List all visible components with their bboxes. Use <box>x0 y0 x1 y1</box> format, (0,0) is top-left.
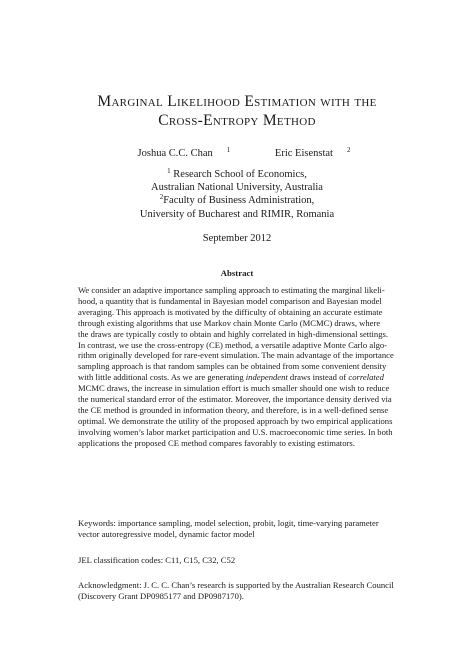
abstract-line: sampling approach is that random samples can be obtained from some convenient density <box>78 361 387 372</box>
abstract-line: applications the proposed CE method compares favorably to existing estimators. <box>78 437 355 448</box>
affiliation-1-mark: 1 <box>167 167 171 175</box>
keywords-line-1: Keywords: importance sampling, model selection, probit, logit, time-varying parameter <box>78 518 379 528</box>
abstract-line: the draws are typically costly to obtain and highly correlated in high-dimensional settings. <box>78 328 389 339</box>
keywords <box>78 518 396 540</box>
abstract-heading: Abstract <box>220 268 254 278</box>
affiliation-2-mark: 2 <box>159 193 164 202</box>
affiliation-1-line-2: Australian National University, Australia <box>151 182 323 194</box>
author-2-name: Eric Eisenstat <box>274 148 333 159</box>
affiliation-2-line-1: $^2$Faculty of Business Administration, <box>159 193 315 207</box>
jel-codes: JEL classification codes: C11, C15, C32, C52 <box>78 555 236 565</box>
affiliations <box>0 168 474 221</box>
author-1-mark: 1 <box>226 146 231 154</box>
italic-correlated: correlated <box>348 372 384 383</box>
publication-date: September 2012 <box>202 233 272 244</box>
acknowledgment-line-1: Acknowledgment: J. C. C. Chan’s research is supported by the Australian Research Council <box>78 580 394 590</box>
paper-title <box>0 92 474 130</box>
abstract-line: averaging. This approach is motivated by the difficulty of obtaining an accurate estimate <box>78 306 383 317</box>
abstract-line: MCMC draws, the increase in simulation effort is much smaller should one wish to reduce <box>78 383 390 394</box>
author-1 <box>124 148 231 159</box>
acknowledgment-line-2: (Discovery Grant DP0985177 and DP0987170). <box>78 590 244 601</box>
acknowledgment <box>78 580 396 602</box>
author-2-mark: 2 <box>346 146 351 154</box>
author-1-name: Joshua C.C. Chan <box>137 148 213 159</box>
abstract-line: the numerical standard error of the estimator. Moreover, the importance density derived via <box>78 394 392 405</box>
title-line-2: Cross-Entropy Method <box>158 112 316 129</box>
abstract-line: through existing algorithms that use Markov chain Monte Carlo (MCMC) draws, where <box>78 317 381 328</box>
affiliation-2-line-2: University of Bucharest and RIMIR, Romania <box>139 208 335 220</box>
italic-independent: independent <box>245 372 288 383</box>
abstract-line: involving women’s labor market participation and U.S. macroeconomic time series. In both <box>78 426 393 437</box>
abstract-line: with little additional costs. As we are generating independent draws instead of correlated <box>78 372 384 383</box>
abstract-line: optimal. We demonstrate the utility of the proposed approach by two empirical applications <box>78 415 393 426</box>
abstract-line: We consider an adaptive importance sampling approach to estimating the marginal likeli- <box>78 285 385 295</box>
author-2 <box>261 148 351 159</box>
abstract-body <box>78 285 396 449</box>
keywords-line-2: vector autoregressive model, dynamic factor model <box>78 528 255 539</box>
abstract-line: In contrast, we use the cross-entropy (CE) method, a versatile adaptive Monte Carlo algo- <box>78 339 388 350</box>
title-line-1: Marginal Likelihood Estimation with the <box>97 93 377 110</box>
author-list <box>0 148 474 159</box>
abstract-line: the CE method is grounded in information theory, and therefore, is in a well-defined sense <box>78 404 389 415</box>
affiliation-1-line-1: $^1$ Research School of Economics, <box>167 167 307 180</box>
abstract-line: hood, a quantity that is fundamental in Bayesian model comparison and Bayesian model <box>78 295 382 306</box>
abstract-line: rithm originally developed for rare-event simulation. The main advantage of the importance <box>78 350 394 361</box>
